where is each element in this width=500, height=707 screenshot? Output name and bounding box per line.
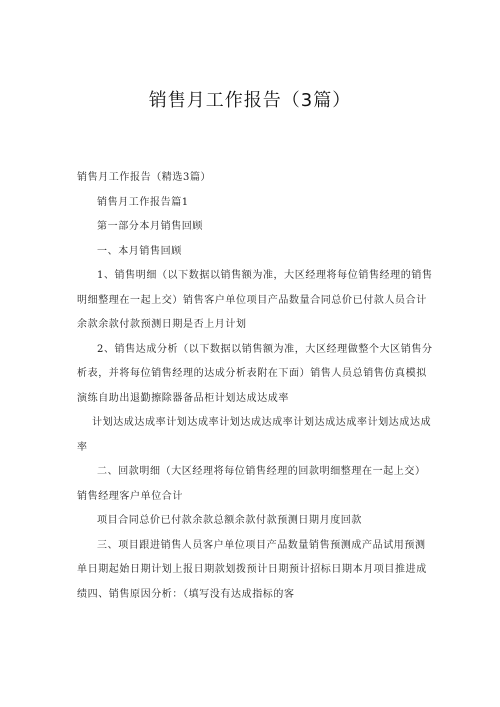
paragraph-subtitle: 销售月工作报告（精选3篇） (77, 172, 212, 183)
paragraph-payment-detail: 二、回款明细（大区经理将每位销售经理的回款明细整理在一起上交）销售经理客户单位合计 (77, 466, 426, 502)
paragraph-payment-columns: 项目合同总价已付款余款总额余款付款预测日期月度回款 (97, 515, 362, 526)
document-title: 销售月工作报告（3篇） (148, 90, 352, 111)
paragraph-review-heading: 一、本月销售回顾 (97, 245, 182, 257)
paragraph-section-heading: 销售月工作报告篇1 (97, 196, 189, 208)
paragraph-sales-detail: 1、销售明细（以下数据以销售额为准，大区经理将每位销售经理的销售明细整理在一起上交）销售客户单位项目产品数量合同总价已付款人员合计余款余款付款预测日期是否上月计划 (77, 270, 433, 330)
document-body (77, 166, 435, 607)
paragraph-part-heading: 第一部分本月销售回顾 (97, 221, 203, 232)
paragraph-project-followup: 三、项目跟进销售人员客户单位项目产品数量销售预测成产品试用预测单日期起始日期计划上报日期款划拨预计日期预计招标日期本月项目推进成绩四、销售原因分析：（填写没有达成指标的客 (77, 539, 427, 600)
paragraph-sales-analysis: 2、销售达成分析（以下数据以销售额为准，大区经理做整个大区销售分析表，并将每位销售经理的达成分析表附在下面）销售人员总销售仿真模拟演练自助出退勤擦除器备品柜计划达成达成率 (77, 343, 433, 404)
paragraph-achievement-rates: 计划达成达成率计划达成率计划达成达成率计划达成达成率计划达成达成率 (77, 417, 432, 453)
